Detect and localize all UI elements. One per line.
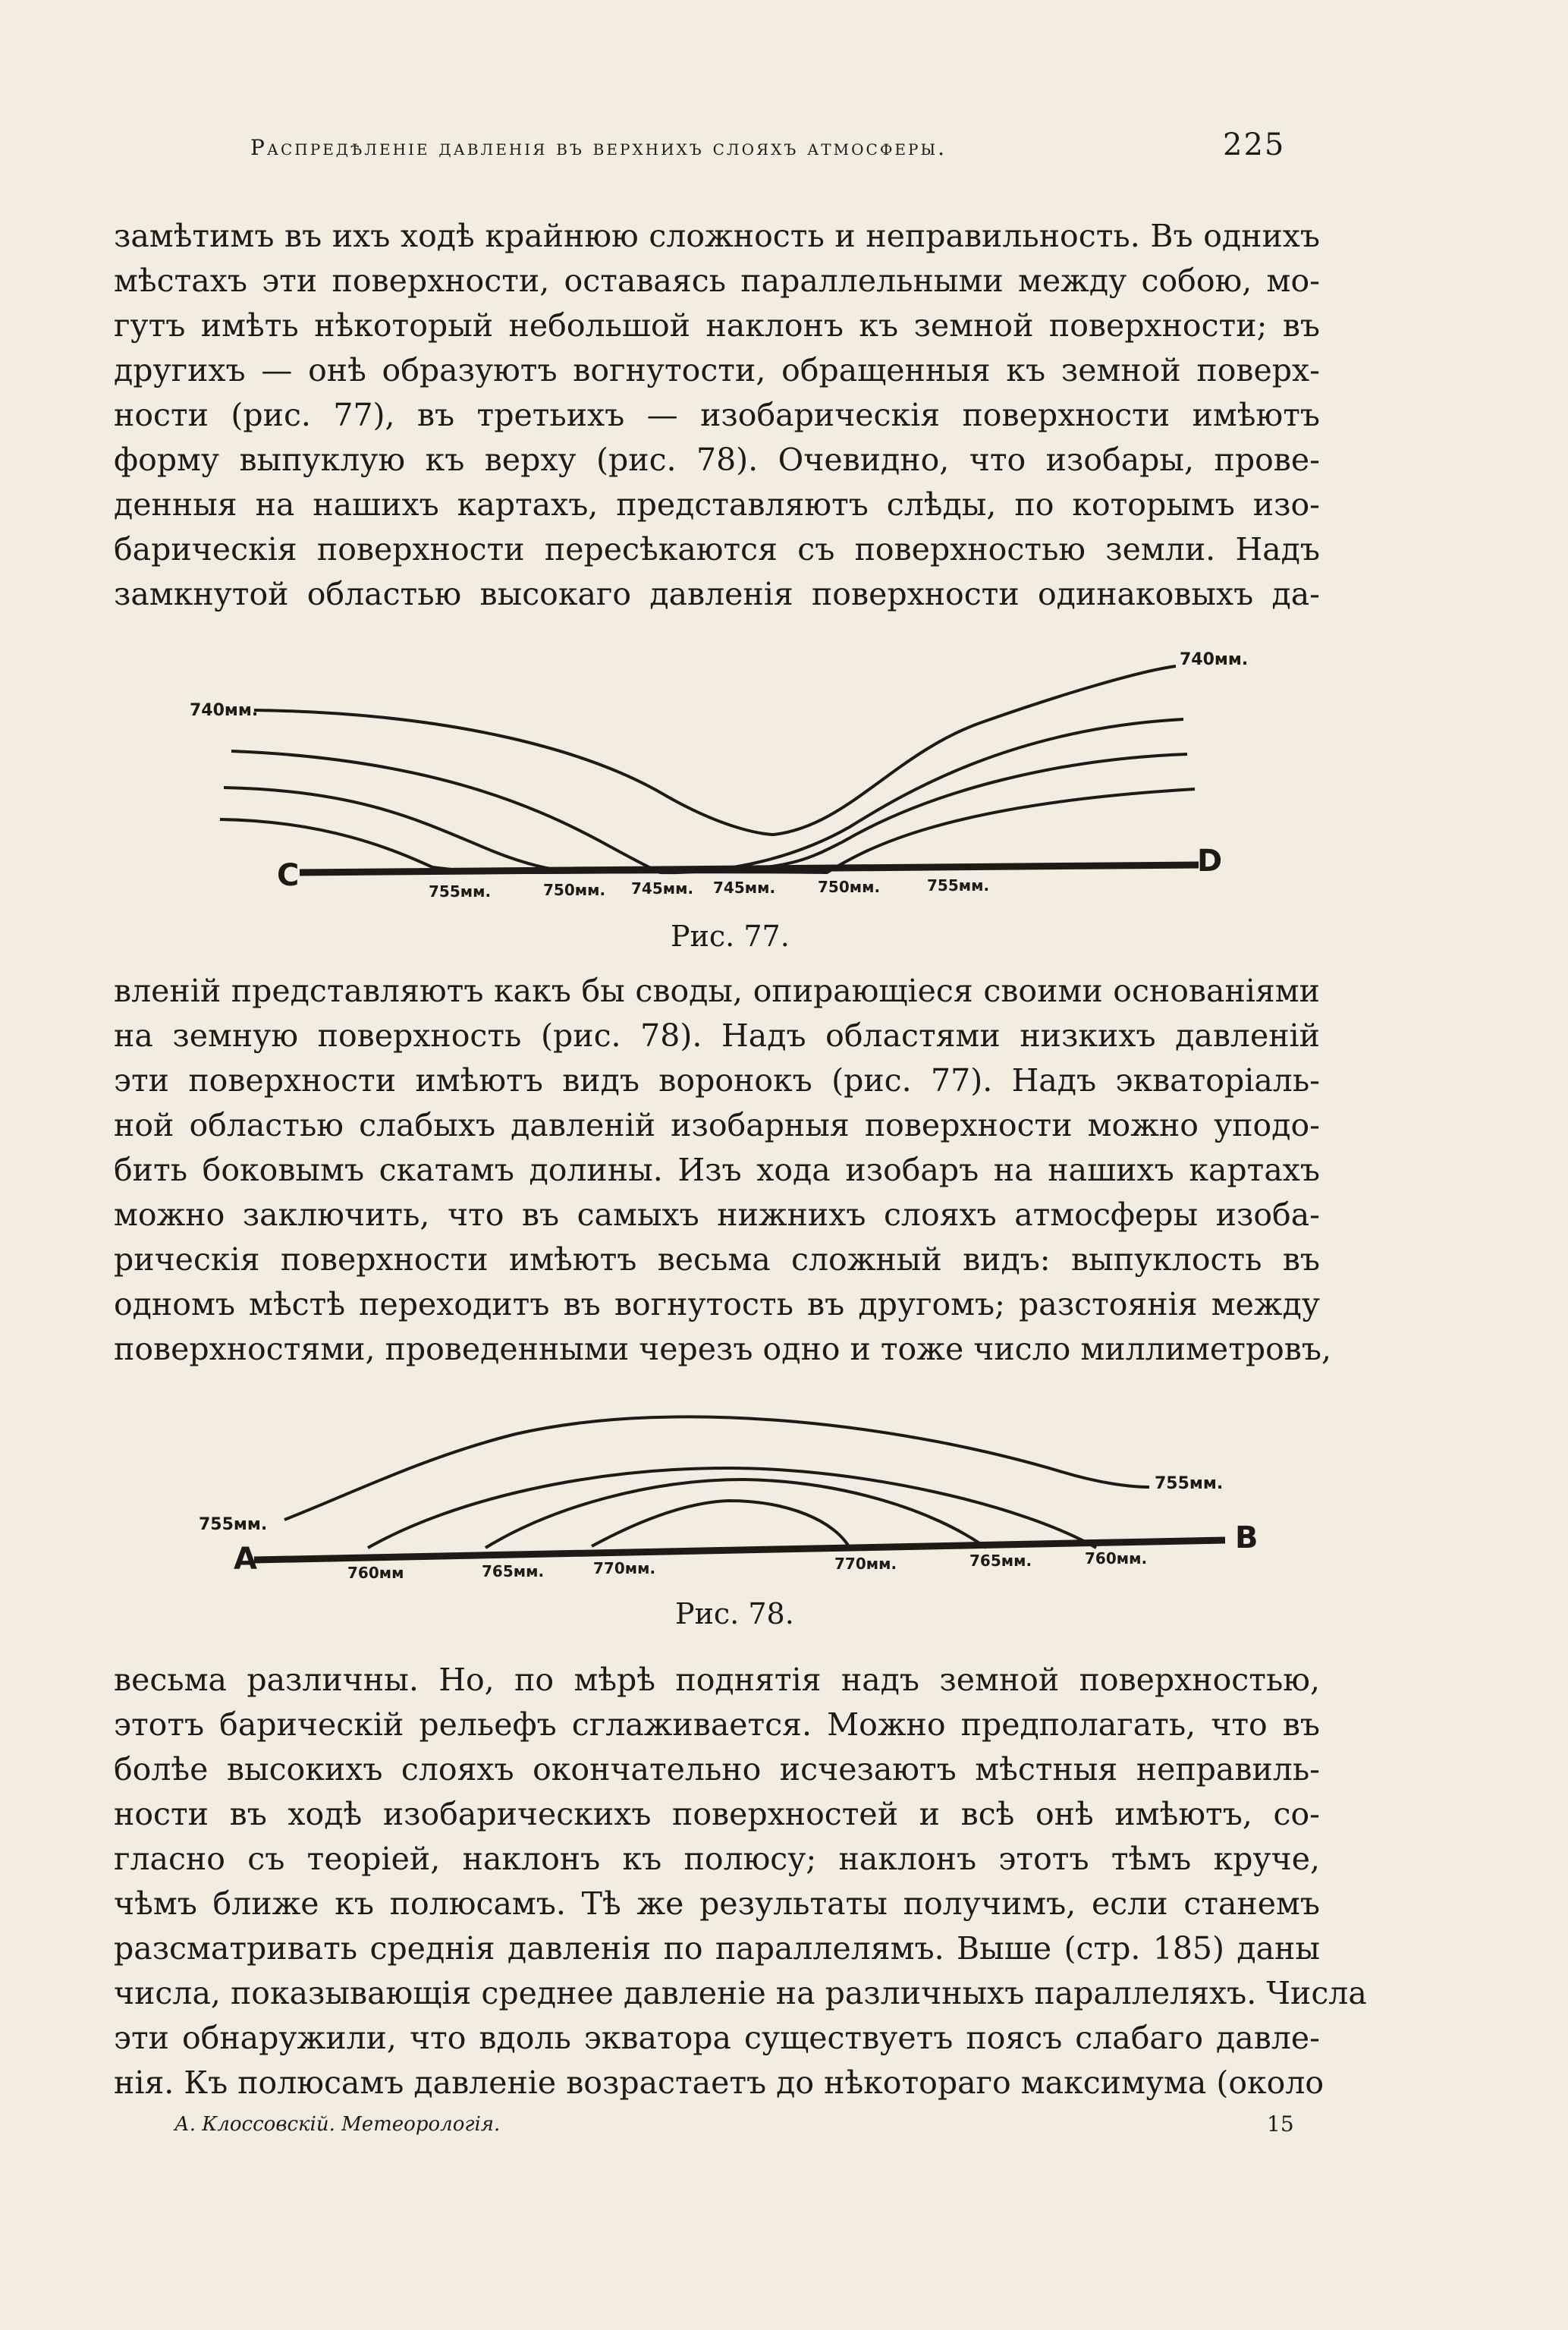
text-line: болѣе высокихъ слояхъ окончательно исчезаютъ мѣстныя неправиль- (114, 1751, 1320, 1788)
text-line: ности (рис. 77), въ третьихъ — изобарическія поверхности имѣютъ (114, 397, 1320, 433)
text-line: весьма различны. Но, по мѣрѣ поднятія надъ земной поверхностью, (114, 1662, 1320, 1698)
top-left-isobar-label: 755мм. (199, 1515, 268, 1534)
paragraph-1 (114, 214, 1320, 617)
text-line: нія. Къ полюсамъ давленіе возрастаетъ до нѣкотораго максимума (около (114, 2064, 1324, 2101)
ground-label-3: 745мм. (631, 879, 694, 898)
text-line: бить боковымъ скатамъ долины. Изъ хода изобаръ на нашихъ картахъ (114, 1152, 1320, 1188)
text-line: на земную поверхность (рис. 78). Надъ областями низкихъ давленій (114, 1017, 1320, 1054)
ground-label-1: 755мм. (429, 882, 492, 901)
text-line: гутъ имѣть нѣкоторый небольшой наклонъ къ земной поверхности; въ (114, 307, 1320, 344)
text-line: другихъ — онѣ образуютъ вогнутости, обращенныя къ земной поверх- (114, 352, 1320, 388)
text-line: числа, показывающія среднее давленіе на различныхъ параллеляхъ. Числа (114, 1975, 1367, 2011)
text-line: этотъ барическій рельефъ сглаживается. Можно предполагать, что въ (114, 1706, 1320, 1743)
top-right-isobar-label: 755мм. (1155, 1474, 1224, 1493)
footer-signature: 15 (1267, 2111, 1294, 2137)
text-line: ности въ ходѣ изобарическихъ поверхностей и всѣ онѣ имѣютъ, со- (114, 1796, 1320, 1832)
ground-label-2: 750мм. (543, 881, 606, 899)
paragraph-3 (114, 1658, 1367, 2105)
text-line: ной областью слабыхъ давленій изобарныя поверхности можно уподо- (114, 1107, 1320, 1143)
text-line: эти обнаружили, что вдоль экватора существуетъ поясъ слабаго давле- (114, 2020, 1320, 2056)
text-line: форму выпуклую къ верху (рис. 78). Очевидно, что изобары, прове- (114, 442, 1320, 478)
text-line: поверхностями, проведенными черезъ одно и тоже число миллиметровъ, (114, 1331, 1332, 1367)
text-line: разсматривать среднія давленія по параллелямъ. Выше (стр. 185) даны (114, 1930, 1320, 1967)
text-line: мѣстахъ эти поверхности, оставаясь параллельными между собою, мо- (114, 263, 1320, 299)
text-line: гласно съ теоріей, наклонъ къ полюсу; наклонъ этотъ тѣмъ круче, (114, 1841, 1320, 1877)
text-line: чѣмъ ближе къ полюсамъ. Тѣ же результаты получимъ, если станемъ (114, 1885, 1320, 1922)
text-line: рическія поверхности имѣютъ весьма сложный видъ: выпуклость въ (114, 1241, 1320, 1278)
text-line: замкнутой областью высокаго давленія поверхности одинаковыхъ да- (114, 576, 1320, 612)
text-line: можно заключить, что въ самыхъ нижнихъ слояхъ атмосферы изоба- (114, 1196, 1320, 1233)
isobar-surface-2 (231, 719, 1183, 873)
text-line: эти поверхности имѣютъ видъ воронокъ (рис. 77). Надъ экваторіаль- (114, 1062, 1320, 1099)
figure-77-caption: Рис. 77. (671, 920, 790, 953)
isobar-surface-3 (224, 754, 1187, 871)
ground-label-5: 750мм. (818, 878, 881, 896)
paragraph-2 (114, 969, 1332, 1372)
ground-label-6: 760мм. (1085, 1549, 1148, 1567)
running-head: Распредѣленіе давленія въ верхнихъ слояхъ атмосферы. (250, 135, 947, 160)
figure-77-diagram (0, 637, 1568, 910)
ground-label-6: 755мм. (927, 876, 990, 895)
ground-line-ab (254, 1540, 1225, 1560)
figure-78 (0, 1396, 1568, 1601)
point-c-label: C (277, 858, 300, 893)
figure-77 (0, 637, 1568, 910)
point-b-label: B (1235, 1520, 1258, 1555)
figure-78-caption: Рис. 78. (675, 1597, 794, 1630)
isobar-surface-1 (254, 666, 1176, 835)
ground-label-4: 770мм. (834, 1555, 897, 1573)
isobar-surface-770 (592, 1501, 850, 1548)
text-line: вленій представляютъ какъ бы своды, опирающіеся своими основаніями (114, 973, 1320, 1009)
ground-label-5: 765мм. (969, 1552, 1032, 1570)
isobar-surface-4 (220, 789, 1195, 873)
ground-label-4: 745мм. (713, 879, 776, 897)
point-d-label: D (1197, 844, 1223, 879)
ground-label-1: 760мм (347, 1564, 404, 1582)
top-right-isobar-label: 740мм. (1180, 650, 1249, 669)
text-line: барическія поверхности пересѣкаются съ поверхностью земли. Надъ (114, 531, 1320, 568)
text-line: денныя на нашихъ картахъ, представляютъ слѣды, по которымъ изо- (114, 486, 1320, 523)
point-a-label: A (234, 1542, 257, 1577)
page-number: 225 (1223, 127, 1286, 162)
ground-label-3: 770мм. (593, 1559, 656, 1577)
text-line: одномъ мѣстѣ переходитъ въ вогнутость въ другомъ; разстоянія между (114, 1286, 1320, 1322)
text-line: замѣтимъ въ ихъ ходѣ крайнюю сложность и неправильность. Въ однихъ (114, 218, 1320, 254)
ground-label-2: 765мм. (482, 1562, 545, 1580)
footer-author-title: А. Клоссовскій. Метеорологія. (174, 2113, 501, 2136)
figure-78-diagram (0, 1396, 1568, 1601)
isobar-surface-765 (485, 1479, 986, 1548)
top-left-isobar-label: 740мм. (190, 701, 259, 720)
